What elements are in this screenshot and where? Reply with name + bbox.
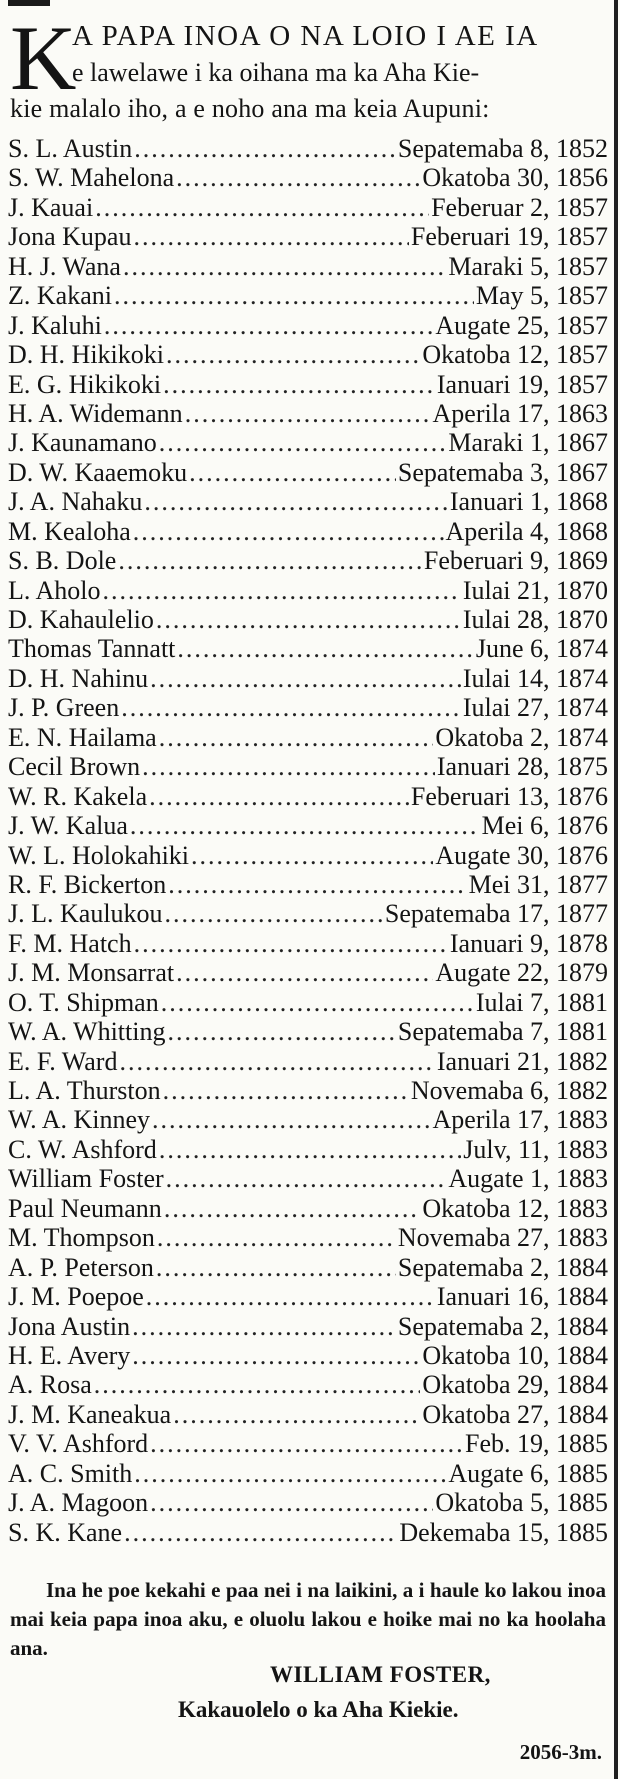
- header-title-line: A PAPA INOA O NA LOIO I AE IA: [72, 20, 539, 52]
- attorney-name: Jona Austin: [8, 1311, 131, 1341]
- attorney-name: M. Thompson: [8, 1223, 155, 1253]
- dot-leader: [134, 134, 396, 163]
- admission-date: Okatoba 29, 1884: [422, 1370, 608, 1400]
- attorney-name: H. J. Wana: [8, 251, 121, 281]
- notice-header: [10, 7, 604, 123]
- attorney-name: E. N. Hailama: [8, 722, 157, 752]
- attorney-name: J. M. Kaneakua: [8, 1399, 172, 1429]
- signer-title: Kakauolelo o ka Aha Kiekie.: [178, 1697, 459, 1722]
- dot-leader: [167, 1017, 395, 1046]
- attorney-name: M. Kealoha: [8, 516, 131, 546]
- roster-entry: [8, 1400, 608, 1429]
- roster-entry: [8, 1047, 608, 1076]
- admission-date: Ianuari 9, 1878: [449, 928, 608, 958]
- admission-date: Iulai 7, 1881: [475, 987, 608, 1017]
- roster-entry: [8, 487, 608, 516]
- admission-date: Aperila 17, 1863: [432, 398, 608, 428]
- attorney-name: J. Kaunamano: [8, 428, 157, 458]
- roster-entry: [8, 1341, 608, 1370]
- admission-date: Ianuari 19, 1857: [436, 369, 608, 399]
- attorney-name: J. W. Kalua: [8, 811, 128, 841]
- dot-leader: [163, 370, 435, 399]
- roster-entry: [8, 1194, 608, 1223]
- roster-entry: [8, 929, 608, 958]
- attorney-name: S. W. Mahelona: [8, 163, 175, 193]
- admission-date: Julv, 11, 1883: [463, 1134, 608, 1164]
- roster-entry: [8, 693, 608, 722]
- admission-date: Okatoba 10, 1884: [422, 1340, 608, 1370]
- notice-paragraph: Ina he poe kekahi e paa nei i na laikini, a i haule ko lakou inoa mai keia papa inoa aku, e oluolu lakou e hoike mai no ka hoolaha ana.: [10, 1578, 606, 1660]
- dot-leader: [185, 399, 431, 428]
- signer-name: WILLIAM FOSTER,: [270, 1662, 491, 1687]
- dot-leader: [94, 1370, 421, 1399]
- roster-entry: [8, 988, 608, 1017]
- attorney-name: J. Kaluhi: [8, 310, 102, 340]
- admission-date: Okatoba 12, 1883: [422, 1193, 608, 1223]
- header-subtitle-line: e lawelawe i ka oihana ma ka Aha Kie-: [72, 58, 480, 87]
- admission-date: Ianuari 28, 1875: [436, 752, 608, 782]
- drop-cap: K: [10, 7, 77, 109]
- admission-date: Ianuari 16, 1884: [436, 1282, 608, 1312]
- dot-leader: [159, 428, 447, 457]
- roster-entry: [8, 311, 608, 340]
- attorney-name: William Foster: [8, 1164, 164, 1194]
- dot-leader: [132, 1341, 420, 1370]
- dot-leader: [134, 1459, 446, 1488]
- dot-leader: [157, 1223, 396, 1252]
- dot-leader: [132, 1312, 396, 1341]
- admission-date: Mei 31, 1877: [468, 869, 608, 899]
- dot-leader: [133, 222, 408, 251]
- attorney-name: Paul Neumann: [8, 1193, 162, 1223]
- admission-date: Maraki 5, 1857: [448, 251, 608, 281]
- admission-date: Okatoba 27, 1884: [422, 1399, 608, 1429]
- roster-entry: [8, 517, 608, 546]
- admission-date: Sepatemaba 2, 1884: [397, 1252, 608, 1282]
- roster-entry: [8, 1488, 608, 1517]
- admission-date: Sepatemaba 2, 1884: [397, 1311, 608, 1341]
- admission-date: Maraki 1, 1867: [448, 428, 608, 458]
- admission-date: Iulai 28, 1870: [462, 605, 608, 634]
- admission-date: Ianuari 1, 1868: [449, 487, 608, 517]
- dot-leader: [130, 811, 480, 840]
- dot-leader: [173, 1400, 420, 1429]
- attorney-name: Jona Kupau: [8, 222, 132, 252]
- dot-leader: [150, 1429, 463, 1458]
- attorney-name: A. C. Smith: [8, 1458, 133, 1488]
- attorney-name: D. Kahaulelio: [8, 605, 154, 634]
- attorney-name: S. B. Dole: [8, 546, 117, 576]
- roster-entry: [8, 1135, 608, 1164]
- roster-entry: [8, 1253, 608, 1282]
- admission-date: Aperila 4, 1868: [445, 516, 608, 546]
- attorney-name: S. K. Kane: [8, 1517, 123, 1547]
- roster-entry: [8, 634, 608, 663]
- admission-date: Okatoba 5, 1885: [435, 1488, 608, 1518]
- dot-leader: [123, 252, 446, 281]
- admission-date: Feberuari 13, 1876: [410, 781, 608, 811]
- admission-date: May 5, 1857: [475, 281, 608, 311]
- dot-leader: [189, 458, 396, 487]
- admission-date: Dekemaba 15, 1885: [399, 1517, 608, 1547]
- attorney-name: V. V. Ashford: [8, 1429, 149, 1459]
- header-subtitle-line-continued: kie malalo iho, a e noho ana ma keia Aupuni:: [10, 94, 490, 123]
- attorney-name: J. M. Poepoe: [8, 1282, 144, 1312]
- column-rule: [614, 0, 618, 1779]
- roster-entry: [8, 252, 608, 281]
- admission-date: Sepatemaba 3, 1867: [397, 457, 608, 487]
- admission-date: Novemaba 27, 1883: [397, 1223, 608, 1253]
- attorney-name: F. M. Hatch: [8, 928, 132, 958]
- roster-entry: [8, 1017, 608, 1046]
- dot-leader: [118, 546, 422, 575]
- dot-leader: [119, 1047, 434, 1076]
- roster-entry: [8, 870, 608, 899]
- roster-entry: [8, 1223, 608, 1252]
- roster-entry: [8, 134, 608, 163]
- roster-entry: [8, 340, 608, 369]
- attorney-name: E. F. Ward: [8, 1046, 118, 1076]
- attorney-name: L. A. Thurston: [8, 1076, 161, 1105]
- admission-date: June 6, 1874: [475, 634, 608, 664]
- dot-leader: [159, 1135, 461, 1164]
- roster-entry: [8, 222, 608, 251]
- dot-leader: [121, 693, 461, 722]
- roster-entry: [8, 958, 608, 987]
- attorney-name: O. T. Shipman: [8, 987, 159, 1017]
- dot-leader: [104, 311, 434, 340]
- admission-date: Augate 6, 1885: [448, 1458, 608, 1488]
- admission-date: Sepatemaba 8, 1852: [397, 134, 608, 163]
- roster-entry: [8, 1370, 608, 1399]
- roster-entry: [8, 841, 608, 870]
- dot-leader: [176, 958, 433, 987]
- attorney-name: J. Kauai: [8, 192, 94, 222]
- roster-entry: [8, 1164, 608, 1193]
- admission-date: Okatoba 12, 1857: [422, 340, 608, 370]
- roster-entry: [8, 281, 608, 310]
- dot-leader: [133, 517, 444, 546]
- dot-leader: [159, 723, 434, 752]
- dot-leader: [168, 870, 466, 899]
- attorney-name: A. Rosa: [8, 1370, 92, 1400]
- dot-leader: [150, 1488, 433, 1517]
- roster-entry: [8, 1518, 608, 1547]
- roster-entry: [8, 428, 608, 457]
- admission-date: Feberuari 9, 1869: [423, 546, 608, 576]
- admission-date: Mei 6, 1876: [481, 811, 608, 841]
- attorney-name: W. R. Kakela: [8, 781, 148, 811]
- admission-date: Novemaba 6, 1882: [410, 1076, 608, 1105]
- roster-entry: [8, 458, 608, 487]
- roster-entry: [8, 1429, 608, 1458]
- dot-leader: [152, 1105, 430, 1134]
- dot-leader: [124, 1518, 397, 1547]
- dot-leader: [149, 782, 409, 811]
- attorney-name: J. M. Monsarrat: [8, 958, 175, 988]
- admission-date: Feb. 19, 1885: [465, 1429, 608, 1459]
- roster-entry: [8, 1312, 608, 1341]
- dot-leader: [191, 841, 433, 870]
- attorney-name: J. A. Magoon: [8, 1488, 149, 1518]
- dot-leader: [134, 929, 448, 958]
- dot-leader: [166, 340, 420, 369]
- roster-entry: [8, 723, 608, 752]
- attorney-name: D. H. Hikikoki: [8, 340, 164, 370]
- dot-leader: [163, 1076, 409, 1105]
- attorney-name: C. W. Ashford: [8, 1134, 157, 1164]
- admission-date: Sepatemaba 7, 1881: [397, 1017, 608, 1047]
- dot-leader: [146, 1282, 435, 1311]
- dot-leader: [102, 576, 460, 605]
- dot-leader: [165, 899, 383, 928]
- dot-leader: [176, 163, 420, 192]
- roster-entry: [8, 1105, 608, 1134]
- dot-leader: [177, 634, 473, 663]
- attorney-name: E. G. Hikikoki: [8, 369, 162, 399]
- dot-leader: [164, 1194, 421, 1223]
- admission-date: Augate 25, 1857: [435, 310, 608, 340]
- dot-leader: [156, 1253, 396, 1282]
- attorney-name: W. L. Holokahiki: [8, 840, 190, 870]
- dot-leader: [161, 988, 474, 1017]
- roster-entry: [8, 899, 608, 928]
- roster-entry: [8, 811, 608, 840]
- attorney-name: D. W. Kaaemoku: [8, 457, 188, 487]
- roster-entry: [8, 605, 608, 634]
- attorney-name: Z. Kakani: [8, 281, 112, 311]
- roster-entry: [8, 1076, 608, 1105]
- roster-entry: [8, 1282, 608, 1311]
- attorney-name: W. A. Whitting: [8, 1017, 166, 1047]
- admission-date: Augate 22, 1879: [435, 958, 608, 988]
- admission-date: Okatoba 30, 1856: [422, 163, 608, 193]
- dot-leader: [95, 193, 429, 222]
- admission-date: Augate 30, 1876: [435, 840, 608, 870]
- admission-date: Feberuari 19, 1857: [410, 222, 608, 252]
- admission-date: Iulai 21, 1870: [462, 575, 608, 605]
- dot-leader: [114, 281, 474, 310]
- attorney-roster: [8, 134, 608, 1547]
- attorney-name: A. P. Peterson: [8, 1252, 154, 1282]
- roster-entry: [8, 399, 608, 428]
- attorney-name: W. A. Kinney: [8, 1105, 151, 1135]
- corner-print-mark: [8, 0, 50, 6]
- admission-date: Iulai 27, 1874: [462, 693, 608, 723]
- attorney-name: J. P. Green: [8, 693, 120, 723]
- roster-entry: [8, 1459, 608, 1488]
- roster-entry: [8, 163, 608, 192]
- dot-leader: [142, 752, 435, 781]
- attorney-name: H. A. Widemann: [8, 398, 183, 428]
- attorney-name: S. L. Austin: [8, 134, 133, 163]
- admission-date: Okatoba 2, 1874: [435, 722, 608, 752]
- roster-entry: [8, 664, 608, 693]
- attorney-name: H. E. Avery: [8, 1340, 131, 1370]
- attorney-name: J. L. Kaulukou: [8, 899, 163, 929]
- attorney-name: D. H. Nahinu: [8, 663, 149, 693]
- admission-date: Feberuar 2, 1857: [431, 192, 608, 222]
- admission-date: Iulai 14, 1874: [462, 663, 608, 693]
- dot-leader: [144, 487, 448, 516]
- dot-leader: [150, 664, 461, 693]
- roster-entry: [8, 370, 608, 399]
- dot-leader: [166, 1164, 447, 1193]
- attorney-name: Thomas Tannatt: [8, 634, 176, 664]
- attorney-name: Cecil Brown: [8, 752, 141, 782]
- admission-date: Augate 1, 1883: [448, 1164, 608, 1194]
- roster-entry: [8, 193, 608, 222]
- roster-entry: [8, 546, 608, 575]
- attorney-name: R. F. Bickerton: [8, 869, 167, 899]
- dot-leader: [156, 605, 461, 634]
- reference-code: 2056-3m.: [519, 1740, 602, 1764]
- roster-entry: [8, 752, 608, 781]
- admission-date: Sepatemaba 17, 1877: [384, 899, 608, 929]
- admission-date: Ianuari 21, 1882: [436, 1046, 608, 1076]
- roster-entry: [8, 782, 608, 811]
- attorney-name: L. Aholo: [8, 575, 101, 605]
- roster-entry: [8, 576, 608, 605]
- admission-date: Aperila 17, 1883: [432, 1105, 608, 1135]
- attorney-name: J. A. Nahaku: [8, 487, 143, 517]
